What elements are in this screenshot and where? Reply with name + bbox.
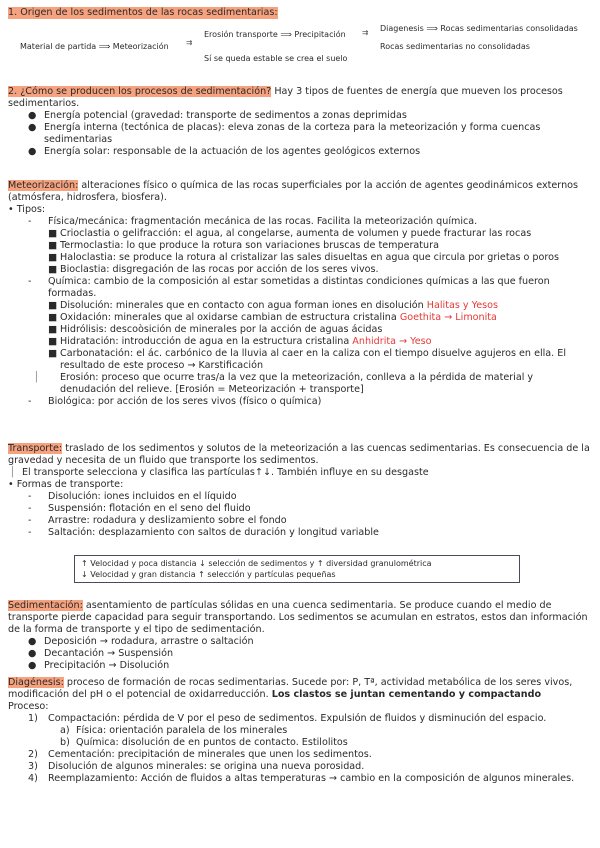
diagram-soil: Sí se queda estable se crea el suelo <box>204 54 348 63</box>
list-item: ■ Termoclastia: lo que produce la rotura son variaciones bruscas de temperatura <box>48 240 439 251</box>
list-item: ■ Hidrólisis: descoòsición de minerales por la acción de aguas ácidas <box>48 324 383 335</box>
list-item: ● Precipitación → Disolución <box>28 660 170 671</box>
section2-intro: Hay 3 tipos de fuentes de energía que mueven los procesos sedimentarios. <box>8 86 563 109</box>
list-item: ● Energía interna (tectónica de placas): eleva zonas de la corteza para la meteorización y forma cuencas sedimentarias <box>28 122 541 145</box>
square-bullet-icon: ■ <box>48 240 58 251</box>
list-item: 4) Reemplazamiento: Acción de fluidos a altas temperaturas → cambio en la composición de algunos minerales. <box>28 773 575 784</box>
transporte-note: ▏ El transporte selecciona y clasifica las partículas↑↓. También influye en su desgaste <box>12 467 429 478</box>
sedimentacion-section: Sedimentación: asentamiento de partículas sólidas en una cuenca sedimentaria. Se produce cuando el medio de transporte pierde capacidad para seguir transportando. Los sedimentos se acumulan en estratos, estos dan información de la forma de transporte y el tipo de sedimentación. ● Deposición → rodadura, arrastre o saltación ● Decantación → Suspensión ● Precipitación → Disolución <box>8 600 592 672</box>
meteorizacion-heading: Meteorización: <box>8 180 79 191</box>
square-bullet-icon: ■ <box>48 300 58 311</box>
list-item: - Saltación: desplazamiento con saltos de duración y longitud variable <box>28 527 379 538</box>
list-item: ■ Crioclastia o gelifracción: el agua, al congelarse, aumenta de volumen y puede fracturar las rocas <box>48 228 532 239</box>
section1-heading: 1. Origen de los sedimentos de las rocas sedimentarias: <box>8 7 278 18</box>
velocity-note-box: ↑ Velocidad y poca distancia ↓ selección de sedimentos y ↑ diversidad granulométrica ↓ Velocidad y gran distancia ↑ selección y partículas pequeñas <box>74 555 520 583</box>
list-item: ● Energía solar: responsable de la actuación de los agentes geológicos externos <box>28 146 421 157</box>
list-item: - Biológica: por acción de los seres vivos (físico o química) <box>28 396 322 407</box>
bullet-icon: ● <box>28 110 37 121</box>
diagram-diagenesis: Diagenesis ⟹ Rocas sedimentarias consolidadas <box>380 24 578 33</box>
square-bullet-icon: ■ <box>48 252 58 263</box>
square-bullet-icon: ■ <box>48 312 58 323</box>
list-item: 3) Disolución de algunos minerales: se origina una nueva porosidad. <box>28 761 365 772</box>
list-item: ■ Oxidación: minerales que al oxidarse cambian de estructura cristalina Goethita → Limonita <box>48 312 497 323</box>
list-item: ■ Bioclastia: disgregación de las rocas por acción de los seres vivos. <box>48 264 379 275</box>
square-bullet-icon: ■ <box>48 228 58 239</box>
erosion-note: ▏ Erosión: proceso que ocurre tras/a la vez que la meteorización, conlleva a la pérdida de material y denudación del relieve. [Erosión = Meteorización + transporte] <box>36 372 534 395</box>
list-item: - Disolución: iones incluidos en el líquido <box>28 491 237 502</box>
diagram-erosion: Erosión transporte ⟹ Precipitación <box>204 30 346 39</box>
list-item: ■ Hidratación: introducción de agua en la estructura cristalina Anhidrita → Yeso <box>48 336 432 347</box>
bullet-icon: ● <box>28 146 37 157</box>
diagram-branch-icon: ⇉ <box>186 38 193 47</box>
list-item: 2) Cementación: precipitación de minerales que unen los sedimentos. <box>28 749 372 760</box>
bullet-icon: ● <box>28 122 37 133</box>
square-bullet-icon: ■ <box>48 264 58 275</box>
sedimentacion-heading: Sedimentación: <box>8 600 83 611</box>
list-item: - Suspensión: flotación en el seno del fluido <box>28 503 251 514</box>
list-item: b) Química: disolución de en puntos de contacto. Estilolitos <box>60 737 348 748</box>
bullet-icon: ● <box>28 660 37 671</box>
formas-label: • Formas de transporte: <box>8 479 124 490</box>
square-bullet-icon: ■ <box>48 348 58 359</box>
tipos-label: • Tipos: <box>8 204 46 215</box>
diagenesis-section: Diagénesis: proceso de formación de rocas sedimentarias. Sucede por: P, Tª, actividad metabólica de los seres vivos, modificación del pH o el potencial de oxidarreducción. Los clastos se juntan cementando y compactando Proceso: 1) Compactación: pérdida de V por el peso de sedimentos. Expulsión de fluidos y disminución del espacio. a) Física: orientación paralela de los minerales b) Química: disolución de en puntos de contacto. Estilolitos 2) Cementación: precipitación de minerales que unen los sedimentos. 3) Disolución de algunos minerales: se origina una nueva porosidad. 4) Reemplazamiento: Acción de fluidos a altas temperaturas → cambio en la composición de algunos minerales. <box>8 677 592 785</box>
list-item: ■ Disolución: minerales que en contacto con agua forman iones en disolución Halitas y Yesos <box>48 300 498 311</box>
list-item: ● Deposición → rodadura, arrastre o saltación <box>28 636 254 647</box>
transporte-section: Transporte: traslado de los sedimentos y solutos de la meteorización a las cuencas sedimentarias. Es consecuencia de la gravedad y necesita de un fluido que transporte los sedimentos. ▏ El transporte selecciona y clasifica las partículas↑↓. También influye en su desgaste • Formas de transporte: - Disolución: iones incluidos en el líquido - Suspensión: flotación en el seno del fluido - Arrastre: rodadura y deslizamiento sobre el fondo - Saltación: desplazamiento con saltos de duración y longitud variable <box>8 443 592 539</box>
bullet-icon: ● <box>28 648 37 659</box>
list-item: - Física/mecánica: fragmentación mecánica de las rocas. Facilita la meteorización química. <box>28 216 478 227</box>
diagram-branch-icon-2: ⇉ <box>362 28 369 37</box>
section2 <box>8 86 592 158</box>
list-item: a) Física: orientación paralela de los minerales <box>60 725 288 736</box>
diagenesis-heading: Diagénesis: <box>8 677 64 688</box>
square-bullet-icon: ■ <box>48 336 58 347</box>
list-item: ■ Haloclastia: se produce la rotura al cristalizar las sales disueltas en agua que circula por grietas o poros <box>48 252 559 263</box>
proceso-label: Proceso: <box>8 701 49 712</box>
meteorizacion-section: Meteorización: alteraciones físico o química de las rocas superficiales por la acción de agentes geodinámicos externos (atmósfera, hidrosfera, biosfera). • Tipos: - Física/mecánica: fragmentación mecánica de las rocas. Facilita la meteorización química. ■ Crioclastia o gelifracción: el agua, al congelarse, aumenta de volumen y puede fracturar las rocas ■ Termoclastia: lo que produce la rotura son variaciones bruscas de temperatura ■ Haloclastia: se produce la rotura al cristalizar las sales disueltas en agua que circula por grietas o poros ■ Bioclastia: disgregación de las rocas por acción de los seres vivos. - Química: cambio de la composición al estar sometidas a distintas condiciones químicas a las que fueron formadas. ■ Disolución: minerales que en contacto con agua forman iones en disolución Halitas y Yesos ■ Oxidación: minerales que al oxidarse cambian de estructura cristalina Goethita → Limonita ■ Hidrólisis: descoòsición de minerales por la acción de aguas ácidas ■ Hidratación: introducción de agua en la estructura cristalina Anhidrita → Yeso ■ Carbonatación: el ác. carbónico de la lluvia al caer en la caliza con el tiempo disuelve agujeros en ella. El resultado de este proceso → Karstificación ▏ Erosión: proceso que ocurre tras/a la vez que la meteorización, conlleva a la pérdida de material y denudación del relieve. [Erosión = Meteorización + transporte] - Biológica: por acción de los seres vivos (físico o química) <box>8 180 592 408</box>
list-item: ● Decantación → Suspensión <box>28 648 174 659</box>
bullet-icon: ● <box>28 636 37 647</box>
section2-heading: 2. ¿Cómo se producen los procesos de sedimentación? <box>8 86 272 97</box>
diagram-unconsolidated: Rocas sedimentarias no consolidadas <box>380 42 530 51</box>
list-item: - Arrastre: rodadura y deslizamiento sobre el fondo <box>28 515 287 526</box>
list-item: ■ Carbonatación: el ác. carbónico de la lluvia al caer en la caliza con el tiempo disuelve agujeros en ella. El resultado de este proceso → Karstificación <box>48 348 567 371</box>
list-item: - Química: cambio de la composición al estar sometidas a distintas condiciones químicas a las que fueron formadas. <box>28 276 550 299</box>
square-bullet-icon: ■ <box>48 324 58 335</box>
list-item: ● Energía potencial (gravedad: transporte de sedimentos a zonas deprimidas <box>28 110 407 121</box>
transporte-heading: Transporte: <box>8 443 63 454</box>
list-item: 1) Compactación: pérdida de V por el peso de sedimentos. Expulsión de fluidos y disminución del espacio. <box>28 713 547 724</box>
diagram-source: Material de partida ⟹ Meteorización <box>20 42 169 51</box>
